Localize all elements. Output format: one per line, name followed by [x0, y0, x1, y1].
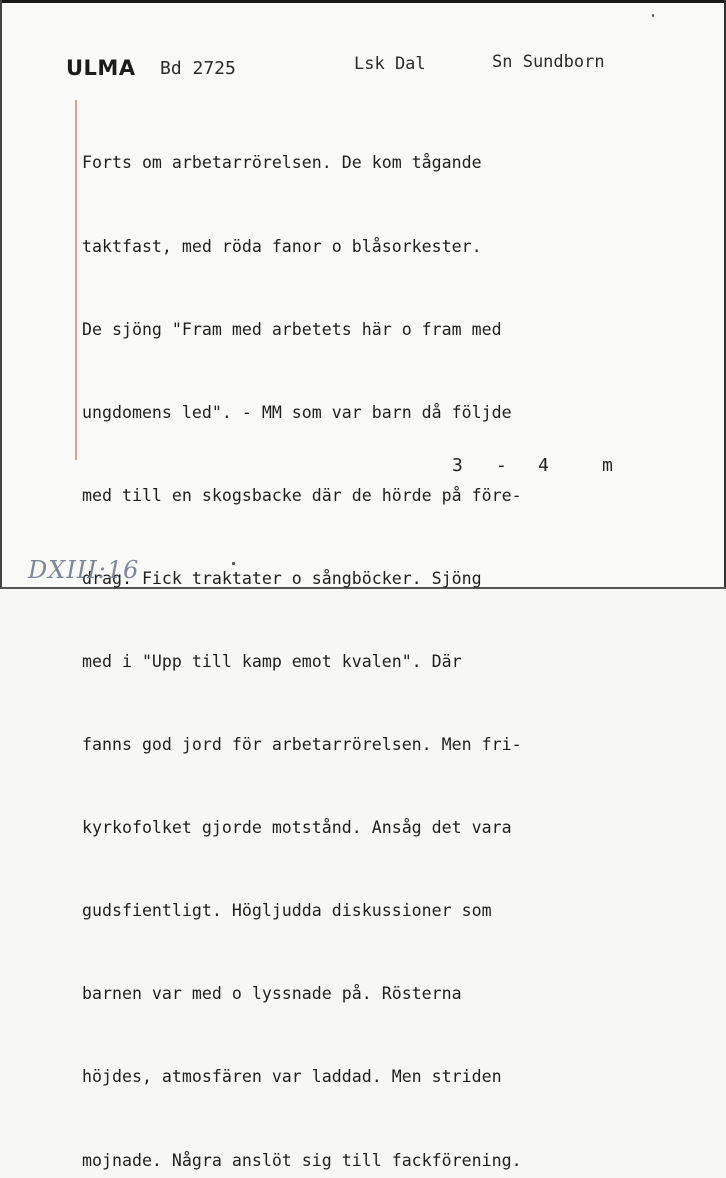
- handwritten-note: DXIII:16: [28, 556, 140, 584]
- landskap-field: Lsk Dal: [354, 54, 426, 74]
- paper-speck: [232, 562, 235, 565]
- page-from: 3: [452, 455, 463, 476]
- text-line: taktfast, med röda fanor o blåsorkester.: [82, 236, 482, 256]
- text-line: Forts om arbetarrörelsen. De kom tågande: [82, 153, 482, 173]
- page-to: 4: [538, 455, 549, 476]
- text-line: De sjöng "Fram med arbetets här o fram med: [82, 319, 502, 339]
- text-line: med i "Upp till kamp emot kvalen". Där: [82, 651, 462, 671]
- archive-name: ULMA: [66, 56, 136, 80]
- text-line: höjdes, atmosfären var laddad. Men striden: [82, 1067, 502, 1087]
- text-line: barnen var med o lyssnade på. Rösterna: [82, 984, 462, 1004]
- socken-field: Sn Sundborn: [492, 52, 605, 72]
- text-line: drag. Fick traktater o sångböcker. Sjöng: [82, 568, 482, 588]
- margin-rule: [75, 100, 77, 460]
- page-suffix: m: [602, 455, 613, 476]
- text-line: kyrkofolket gjorde motstånd. Ansåg det vara: [82, 818, 512, 838]
- text-line: fanns god jord för arbetarrörelsen. Men fri-: [82, 735, 522, 755]
- text-line: mojnade. Några anslöt sig till fackförening.: [82, 1150, 522, 1170]
- text-line: gudsfientligt. Högljudda diskussioner som: [82, 901, 492, 921]
- card-left-edge: [0, 0, 2, 589]
- card-top-edge: [0, 0, 726, 3]
- paper-speck: [652, 14, 654, 17]
- text-line: med till en skogsbacke där de hörde på före-: [82, 485, 522, 505]
- card-header: [0, 50, 726, 86]
- text-line: ungdomens led". - MM som var barn då följde: [82, 402, 512, 422]
- record-number: Bd 2725: [160, 58, 236, 79]
- page-dash: -: [496, 455, 507, 476]
- card-body-text: [82, 94, 702, 1178]
